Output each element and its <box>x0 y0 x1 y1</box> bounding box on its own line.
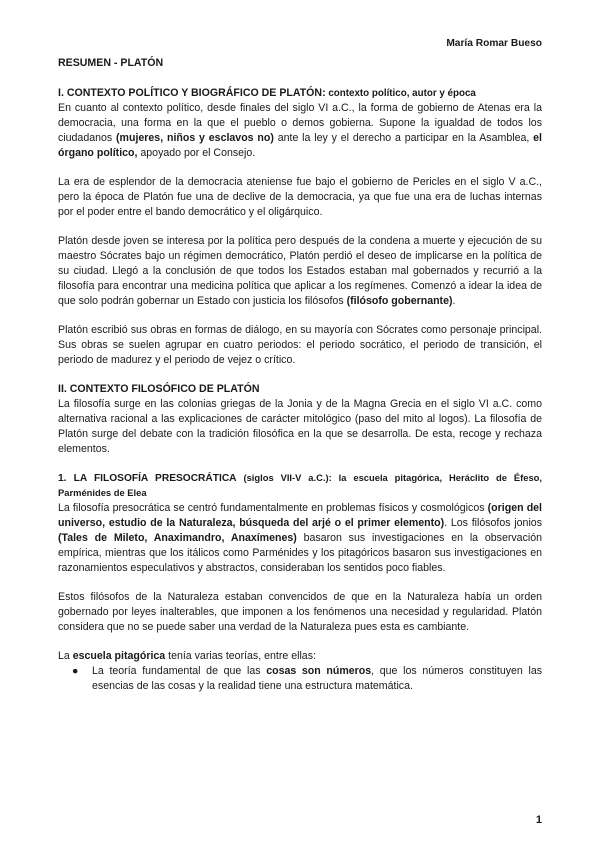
subsection-1-heading-sub: (siglos VII-V a.C.): la escuela pitagórica, Heráclito de Éfeso, Parménides de Elea <box>58 472 542 498</box>
document-body <box>58 56 542 694</box>
section-1-paragraph-4: Platón escribió sus obras en formas de diálogo, en su mayoría con Sócrates como personaje principal. Sus obras se suelen agrupar en cuatro periodos: el periodo socrático, el periodo de transición, el periodo de madurez y el periodo de vejez o crítico. <box>58 324 542 366</box>
text-run: , que los números constituyen las esencias de las cosas y la realidad tiene una estructura matemática. <box>92 665 543 692</box>
subsection-1-paragraph-1 <box>58 501 542 576</box>
document-title: RESUMEN - PLATÓN <box>58 57 164 69</box>
text-run: . <box>452 295 456 307</box>
section-1-paragraph-2: La era de esplendor de la democracia ateniense fue bajo el gobierno de Pericles en el siglo V a.C., pero la época de Platón fue una de declive de la democracia, ya que fue una era de luchas internas por el poder entre el bando democrático y el oligárquico. <box>58 176 542 218</box>
page-number: 1 <box>535 814 542 826</box>
text-run: basaron sus investigaciones en la observación empírica, mientras que los itálicos como Parménides y los pitagóricos basaron sus investigaciones en razonamientos especulativos y abstractos, consideraban los sentidos poco fiables. <box>58 532 542 574</box>
text-run: La <box>58 650 73 662</box>
subsection-1-heading <box>58 471 542 501</box>
bold-run: (filósofo gobernante) <box>346 295 453 307</box>
subsection-1-heading-main: 1. LA FILOSOFÍA PRESOCRÁTICA <box>58 473 237 484</box>
subsection-1-paragraph-3 <box>58 649 542 664</box>
text-run: La teoría fundamental de que las <box>92 665 267 677</box>
text-run: Platón desde joven se interesa por la política pero después de la condena a muerte y ejecución de su maestro Sócrates bajo un régimen democrático, Platón perdió el deseo de implicarse en la política de su ciudad. Llegó a la conclusión de que todos los Estados estaban mal gobernados y recurrió a la filosofía para encontrar una medicina política que aplicar a los regímenes. Comenzó a idear la idea de que solo podrán gobernar un Estado con justicia los filósofos <box>58 235 542 307</box>
subsection-1-paragraph-2: Estos filósofos de la Naturaleza estaban convencidos de que en la Naturaleza había un orden gobernado por leyes inalterables, que imponen a los fenómenos una necesidad y regularidad. Platón considera que no se puede saber una verdad de la Naturaleza pues esta es cambiante. <box>58 591 542 633</box>
bullet-list <box>58 664 542 694</box>
text-run: tenía varias teorías, entre ellas: <box>165 650 316 662</box>
section-1-heading-sub: contexto político, autor y época <box>325 88 476 99</box>
section-1-heading-main: I. CONTEXTO POLÍTICO Y BIOGRÁFICO DE PLATÓN: <box>58 87 326 99</box>
section-2-heading: II. CONTEXTO FILOSÓFICO DE PLATÓN <box>58 383 260 395</box>
text-run: apoyado por el Consejo. <box>137 147 256 159</box>
text-run: . Los filósofos jonios <box>444 517 542 529</box>
list-item <box>72 664 543 694</box>
bold-run: el órgano político, <box>58 132 542 159</box>
bold-run: escuela pitagórica <box>72 650 166 662</box>
text-run: ante la ley y el derecho a participar en la Asamblea, <box>273 132 534 144</box>
text-run: En cuanto al contexto político, desde finales del siglo VI a.C., la forma de gobierno de Atenas era la democracia, una forma en la que el pueblo o demos gobierna. Supone la igualdad de todos los ciudadanos <box>58 102 542 144</box>
author-name: María Romar Bueso <box>446 38 542 49</box>
text-run: La filosofía presocrática se centró fundamentalmente en problemas físicos y cosmológicos <box>58 502 488 514</box>
bold-run: cosas son números <box>266 665 372 677</box>
section-1-paragraph-1 <box>58 101 542 161</box>
bold-run: (Tales de Mileto, Anaximandro, Anaxímenes) <box>58 532 297 544</box>
section-1-paragraph-3 <box>58 234 542 309</box>
bold-run: (origen del universo, estudio de la Naturaleza, búsqueda del arjé o el primer elemento) <box>58 502 542 529</box>
bold-run: (mujeres, niños y esclavos no) <box>116 132 274 144</box>
section-1-heading <box>58 86 542 101</box>
bullet-icon: ● <box>72 665 79 677</box>
section-2-paragraph-1: La filosofía surge en las colonias griegas de la Jonia y de la Magna Grecia en el siglo VI a.C. como alternativa racional a las explicaciones de carácter mitológico (paso del mito al logos). La filosofía de Platón surge del debate con la tradición filosófica en la que se desarrolla. De esta, recoge y rechaza elementos. <box>58 398 542 455</box>
